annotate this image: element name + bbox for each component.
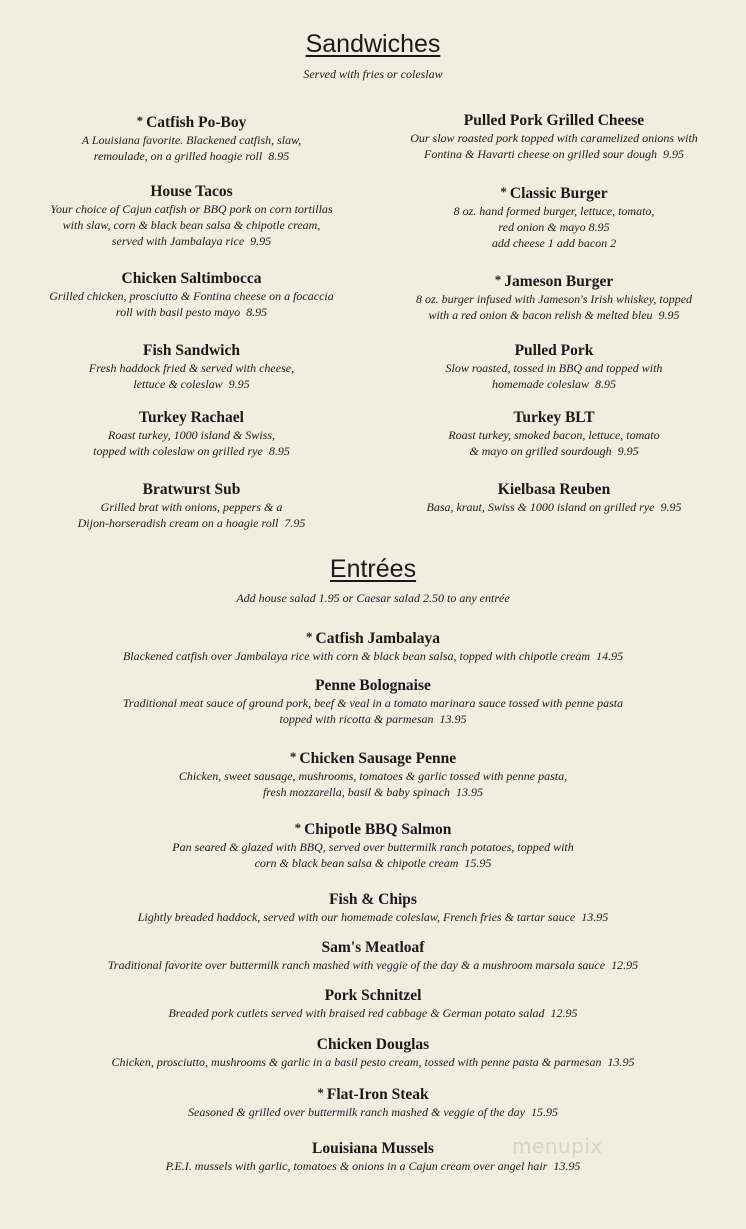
item-description bbox=[14, 427, 369, 443]
item-price: 13.95 bbox=[456, 785, 484, 799]
item-name bbox=[0, 939, 746, 957]
item-name bbox=[380, 409, 728, 427]
item-description bbox=[380, 307, 728, 323]
item-price: 8.95 bbox=[268, 149, 290, 163]
item-description bbox=[380, 219, 728, 235]
item-description bbox=[0, 1054, 746, 1070]
description-line: topped with ricotta & parmesan bbox=[279, 712, 434, 726]
item-description bbox=[0, 957, 746, 973]
signature-star-icon: * bbox=[294, 820, 302, 835]
item-price: 9.95 bbox=[660, 500, 682, 514]
item-name bbox=[14, 342, 369, 360]
description-line: Basa, kraut, Swiss & 1000 island on grilled rye bbox=[426, 500, 655, 514]
item-name bbox=[0, 748, 746, 768]
item-description bbox=[14, 288, 369, 304]
signature-star-icon: * bbox=[136, 113, 144, 128]
item-price: 8.95 bbox=[268, 444, 290, 458]
menu-item bbox=[0, 1140, 746, 1174]
item-price: 8.95 bbox=[246, 305, 268, 319]
item-name bbox=[0, 677, 746, 695]
entrees-subtitle: Add house salad 1.95 or Caesar salad 2.50 to any entrée bbox=[236, 591, 510, 605]
item-name-text: Bratwurst Sub bbox=[142, 481, 241, 498]
description-line: lettuce & coleslaw bbox=[133, 377, 223, 391]
item-price: 9.95 bbox=[658, 308, 680, 322]
description-line: roll with basil pesto mayo bbox=[115, 305, 241, 319]
description-line: P.E.I. mussels with garlic, tomatoes & onions in a Cajun cream over angel hair bbox=[165, 1159, 548, 1173]
item-description bbox=[0, 909, 746, 925]
item-name bbox=[0, 1084, 746, 1104]
item-name-text: Flat-Iron Steak bbox=[326, 1086, 429, 1103]
item-name bbox=[14, 409, 369, 427]
item-description bbox=[380, 203, 728, 219]
item-name-text: Jameson Burger bbox=[504, 273, 614, 290]
item-name-text: Fish Sandwich bbox=[143, 342, 240, 359]
item-price: 13.95 bbox=[553, 1159, 581, 1173]
menu-item bbox=[14, 183, 369, 249]
description-line: corn & black bean salsa & chipotle cream bbox=[254, 856, 459, 870]
item-price: 15.95 bbox=[530, 1105, 558, 1119]
item-price: 9.95 bbox=[617, 444, 639, 458]
item-price: 13.95 bbox=[581, 910, 609, 924]
description-line: 8 oz. hand formed burger, lettuce, tomato, bbox=[453, 204, 655, 218]
item-description bbox=[14, 132, 369, 148]
item-description bbox=[380, 360, 728, 376]
item-name bbox=[0, 628, 746, 648]
item-description bbox=[0, 695, 746, 711]
item-description bbox=[380, 146, 728, 162]
item-name bbox=[14, 183, 369, 201]
watermark-logo: menupix bbox=[512, 1134, 603, 1158]
item-name-text: Pulled Pork Grilled Cheese bbox=[463, 112, 645, 129]
description-line: fresh mozzarella, basil & baby spinach bbox=[262, 785, 451, 799]
description-line: Lightly breaded haddock, served with our homemade coleslaw, French fries & tartar sauce bbox=[137, 910, 576, 924]
item-description bbox=[0, 648, 746, 664]
signature-star-icon: * bbox=[289, 749, 297, 764]
item-price: 13.95 bbox=[439, 712, 467, 726]
item-name-text: Classic Burger bbox=[509, 185, 608, 202]
menu-item bbox=[0, 677, 746, 727]
item-name-text: Pork Schnitzel bbox=[324, 987, 422, 1004]
menu-item bbox=[380, 271, 728, 323]
item-name bbox=[0, 1036, 746, 1054]
description-line: Chicken, sweet sausage, mushrooms, tomatoes & garlic tossed with penne pasta, bbox=[178, 769, 568, 783]
description-line: Seasoned & grilled over buttermilk ranch mashed & veggie of the day bbox=[188, 1105, 525, 1119]
description-line: 8 oz. burger infused with Jameson's Irish whiskey, topped bbox=[415, 292, 693, 306]
description-line: topped with coleslaw on grilled rye bbox=[93, 444, 263, 458]
item-price: 12.95 bbox=[611, 958, 639, 972]
item-price: 14.95 bbox=[596, 649, 624, 663]
sandwiches-heading: Sandwiches bbox=[305, 30, 441, 58]
description-line: served with Jambalaya rice bbox=[111, 234, 245, 248]
item-description bbox=[14, 148, 369, 164]
item-description bbox=[0, 1104, 746, 1120]
menu-item bbox=[380, 409, 728, 459]
item-name-text: Louisiana Mussels bbox=[312, 1140, 434, 1157]
item-description bbox=[0, 784, 746, 800]
item-name bbox=[380, 112, 728, 130]
item-name bbox=[0, 891, 746, 909]
item-description bbox=[380, 427, 728, 443]
item-description bbox=[380, 499, 728, 515]
description-line: Fontina & Havarti cheese on grilled sour dough bbox=[424, 147, 657, 161]
menu-item bbox=[14, 270, 369, 320]
description-line: Traditional favorite over buttermilk ranch mashed with veggie of the day & a mushroom marsala sauce bbox=[107, 958, 606, 972]
item-description bbox=[0, 768, 746, 784]
item-description bbox=[0, 1005, 746, 1021]
description-line: Our slow roasted pork topped with caramelized onions with bbox=[410, 131, 698, 145]
description-line: Dijon-horseradish cream on a hoagie roll bbox=[77, 516, 279, 530]
description-line: Roast turkey, 1000 island & Swiss, bbox=[107, 428, 275, 442]
item-description bbox=[14, 443, 369, 459]
item-name-text: Catfish Jambalaya bbox=[315, 630, 440, 647]
menu-item bbox=[0, 987, 746, 1021]
signature-star-icon: * bbox=[500, 184, 507, 199]
item-description bbox=[14, 304, 369, 320]
item-name bbox=[380, 271, 728, 291]
item-price: 7.95 bbox=[284, 516, 306, 530]
description-line: Pan seared & glazed with BBQ, served over buttermilk ranch potatoes, topped with bbox=[172, 840, 574, 854]
description-line: homemade coleslaw bbox=[492, 377, 589, 391]
item-description bbox=[380, 130, 728, 146]
item-name-text: Chicken Douglas bbox=[316, 1036, 430, 1053]
description-line: A Louisiana favorite. Blackened catfish, slaw, bbox=[81, 133, 302, 147]
menu-item bbox=[380, 342, 728, 392]
menu-item bbox=[380, 183, 728, 251]
item-description bbox=[14, 376, 369, 392]
signature-star-icon: * bbox=[494, 272, 502, 287]
menu-item bbox=[0, 819, 746, 871]
item-name bbox=[380, 183, 728, 203]
item-name-text: Catfish Po-Boy bbox=[146, 114, 247, 131]
item-description bbox=[380, 443, 728, 459]
description-line: with slaw, corn & black bean salsa & chipotle cream, bbox=[62, 218, 321, 232]
description-line: Grilled chicken, prosciutto & Fontina cheese on a focaccia bbox=[49, 289, 334, 303]
description-line: Blackened catfish over Jambalaya rice with corn & black bean salsa, topped with chipotle cream bbox=[122, 649, 591, 663]
description-line: remoulade, on a grilled hoagie roll bbox=[93, 149, 263, 163]
item-name-text: Chipotle BBQ Salmon bbox=[304, 821, 452, 838]
description-line: Chicken, prosciutto, mushrooms & garlic in a basil pesto cream, tossed with penne pasta & parmesan bbox=[111, 1055, 602, 1069]
item-description bbox=[0, 855, 746, 871]
menu-item bbox=[14, 342, 369, 392]
sandwiches-subtitle: Served with fries or coleslaw bbox=[303, 67, 443, 81]
item-description bbox=[14, 217, 369, 233]
item-description bbox=[14, 515, 369, 531]
item-description bbox=[0, 839, 746, 855]
item-name bbox=[14, 112, 369, 132]
description-line: add cheese 1 add bacon 2 bbox=[491, 236, 617, 250]
menu-item bbox=[0, 1036, 746, 1070]
menu-item bbox=[0, 748, 746, 800]
item-description bbox=[380, 235, 728, 251]
item-description bbox=[380, 376, 728, 392]
description-line: & mayo on grilled sourdough bbox=[469, 444, 612, 458]
item-name bbox=[380, 342, 728, 360]
description-line: Traditional meat sauce of ground pork, beef & veal in a tomato marinara sauce tossed with penne pasta bbox=[122, 696, 624, 710]
item-description bbox=[0, 1158, 746, 1174]
item-name-text: Chicken Saltimbocca bbox=[121, 270, 262, 287]
item-price: 13.95 bbox=[607, 1055, 635, 1069]
signature-star-icon: * bbox=[306, 629, 313, 644]
entrees-heading: Entrées bbox=[329, 555, 417, 583]
item-name bbox=[0, 987, 746, 1005]
item-price: 15.95 bbox=[464, 856, 492, 870]
item-name-text: Chicken Sausage Penne bbox=[299, 750, 457, 767]
item-name-text: Turkey BLT bbox=[513, 409, 595, 426]
item-price: 9.95 bbox=[250, 234, 272, 248]
item-name-text: Kielbasa Reuben bbox=[497, 481, 611, 498]
description-line: red onion & mayo 8.95 bbox=[498, 220, 610, 234]
menu-item bbox=[14, 112, 369, 164]
item-name-text: Fish & Chips bbox=[329, 891, 417, 908]
item-description bbox=[14, 360, 369, 376]
menu-item bbox=[0, 1084, 746, 1120]
item-price: 12.95 bbox=[550, 1006, 578, 1020]
menu-item bbox=[0, 628, 746, 664]
item-name bbox=[380, 481, 728, 499]
menu-item bbox=[14, 481, 369, 531]
item-name-text: House Tacos bbox=[150, 183, 233, 200]
item-description bbox=[380, 291, 728, 307]
item-name-text: Pulled Pork bbox=[514, 342, 594, 359]
item-price: 8.95 bbox=[594, 377, 616, 391]
description-line: with a red onion & bacon relish & melted bleu bbox=[428, 308, 653, 322]
item-price: 9.95 bbox=[228, 377, 250, 391]
description-line: Roast turkey, smoked bacon, lettuce, tomato bbox=[448, 428, 660, 442]
menu-item bbox=[380, 481, 728, 515]
item-description bbox=[14, 499, 369, 515]
item-description bbox=[14, 233, 369, 249]
item-name-text: Turkey Rachael bbox=[139, 409, 244, 426]
menu-item bbox=[14, 409, 369, 459]
description-line: Fresh haddock fried & served with cheese, bbox=[88, 361, 295, 375]
item-name bbox=[14, 270, 369, 288]
item-name bbox=[0, 819, 746, 839]
description-line: Slow roasted, tossed in BBQ and topped with bbox=[445, 361, 663, 375]
item-name bbox=[14, 481, 369, 499]
menu-item bbox=[380, 112, 728, 162]
item-name-text: Sam's Meatloaf bbox=[321, 939, 425, 956]
description-line: Your choice of Cajun catfish or BBQ pork on corn tortillas bbox=[50, 202, 333, 216]
signature-star-icon: * bbox=[317, 1085, 324, 1100]
item-name-text: Penne Bolognaise bbox=[315, 677, 431, 694]
item-price: 9.95 bbox=[662, 147, 684, 161]
item-name bbox=[0, 1140, 746, 1158]
menu-item bbox=[0, 939, 746, 973]
item-description bbox=[14, 201, 369, 217]
menu-item bbox=[0, 891, 746, 925]
description-line: Grilled brat with onions, peppers & a bbox=[100, 500, 283, 514]
item-description bbox=[0, 711, 746, 727]
description-line: Breaded pork cutlets served with braised red cabbage & German potato salad bbox=[168, 1006, 545, 1020]
